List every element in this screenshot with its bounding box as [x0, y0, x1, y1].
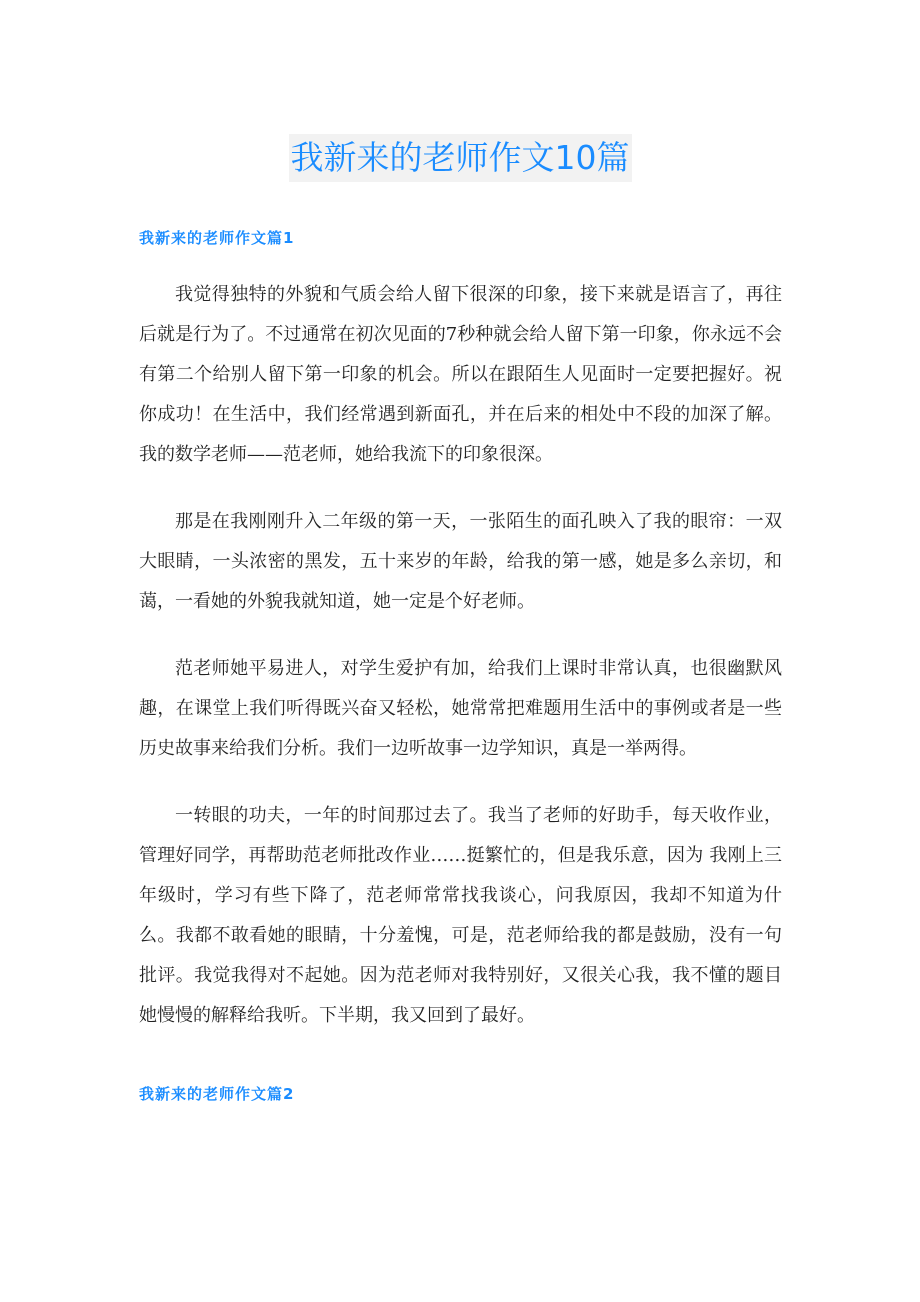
document-title [0, 134, 920, 188]
paragraph: 那是在我刚刚升入二年级的第一天，一张陌生的面孔映入了我的眼帘：一双大眼睛，一头浓密的黑发，五十来岁的年龄，给我的第一感，她是多么亲切，和蔼，一看她的外貌我就知道，她一定是个好老师。 [139, 511, 782, 612]
paragraph: 一转眼的功夫，一年的时间那过去了。我当了老师的好助手，每天收作业，管理好同学，再帮助范老师批改作业……挺繁忙的，但是我乐意，因为 我刚上三年级时，学习有些下降了，范老师常常找我谈心，问我原因，我却不知道为什么。我都不敢看她的眼睛，十分羞愧，可是，范老师给我的都是鼓励，没有一句批评。我觉我得对不起她。因为范老师对我特别好，又很关心我，我不懂的题目她慢慢的解释给我听。下半期，我又回到了最好。 [139, 805, 782, 1026]
paragraph: 我觉得独特的外貌和气质会给人留下很深的印象，接下来就是语言了，再往后就是行为了。不过通常在初次见面的7秒种就会给人留下第一印象，你永远不会有第二个给别人留下第一印象的机会。所以在跟陌生人见面时一定要把握好。祝你成功！在生活中，我们经常遇到新面孔，并在后来的相处中不段的加深了解。我的数学老师——范老师，她给我流下的印象很深。 [139, 284, 782, 465]
section-1-body [139, 275, 782, 1063]
paragraph: 范老师她平易进人，对学生爱护有加，给我们上课时非常认真，也很幽默风趣，在课堂上我们听得既兴奋又轻松，她常常把难题用生活中的事例或者是一些历史故事来给我们分析。我们一边听故事一边学知识，真是一举两得。 [139, 658, 782, 759]
section-heading-1: 我新来的老师作文篇1 [139, 229, 295, 247]
document-title-text: 我新来的老师作文10篇 [289, 134, 632, 182]
section-heading-2: 我新来的老师作文篇2 [139, 1085, 295, 1103]
